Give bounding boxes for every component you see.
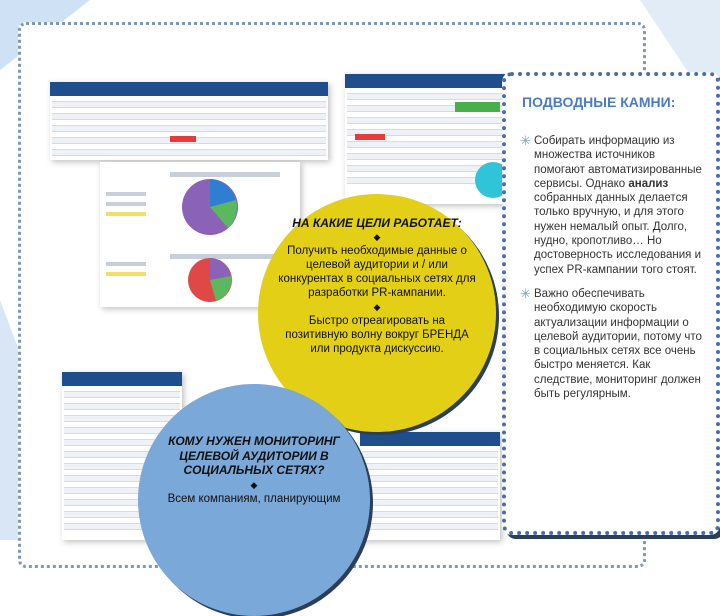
spreadsheet-thumbnail-top-left xyxy=(50,82,328,160)
diamond-bullet-icon: ◆ xyxy=(250,479,258,490)
diamond-bullet-icon: ◆ xyxy=(373,302,381,312)
pitfalls-panel xyxy=(502,72,720,535)
spreadsheet-thumbnail-top-right xyxy=(345,74,505,204)
asterisk-icon: ✳ xyxy=(520,133,531,148)
audience-item-1: Всем компаниям, планирующим xyxy=(167,492,341,505)
goals-item-2: Быстро отреагировать на позитивную волну вокруг БРЕНДА или продукта дискуссию. xyxy=(285,315,469,355)
pitfalls-title: ПОДВОДНЫЕ КАМНИ: xyxy=(522,94,676,110)
pitfalls-item: ✳ Собирать информацию из множества источников помогают автоматизированные сервисы. Однако анализ собранных данных делается только вручную, и для этого нужен немалый опыт. Долго, нудно, кропотливо… Но достоверность исследования и успех PR-кампании того стоят. xyxy=(520,133,702,276)
asterisk-icon: ✳ xyxy=(520,285,531,301)
spreadsheet-thumbnail-bottom-right xyxy=(360,432,500,540)
goals-item-1: Получить необходимые данные о целевой аудитории и / или конкурентах в социальных сетях для разработки PR-кампании. xyxy=(278,245,476,299)
goals-title: НА КАКИЕ ЦЕЛИ РАБОТАЕТ: xyxy=(292,216,462,230)
pitfalls-list xyxy=(520,134,706,411)
pitfalls-item: ✳ Важно обеспечивать необходимую скорость актуализации информации о целевой аудитории, потому что в социальных сетях все очень быстро меняется. Как следствие, мониторинг должен быть регулярным. xyxy=(520,285,702,401)
audience-title: КОМУ НУЖЕН МОНИТОРИНГ ЦЕЛЕВОЙ АУДИТОРИИ В СОЦИАЛЬНЫХ СЕТЯХ? xyxy=(168,434,340,477)
diamond-bullet-icon: ◆ xyxy=(373,232,381,242)
audience-circle xyxy=(138,384,370,616)
